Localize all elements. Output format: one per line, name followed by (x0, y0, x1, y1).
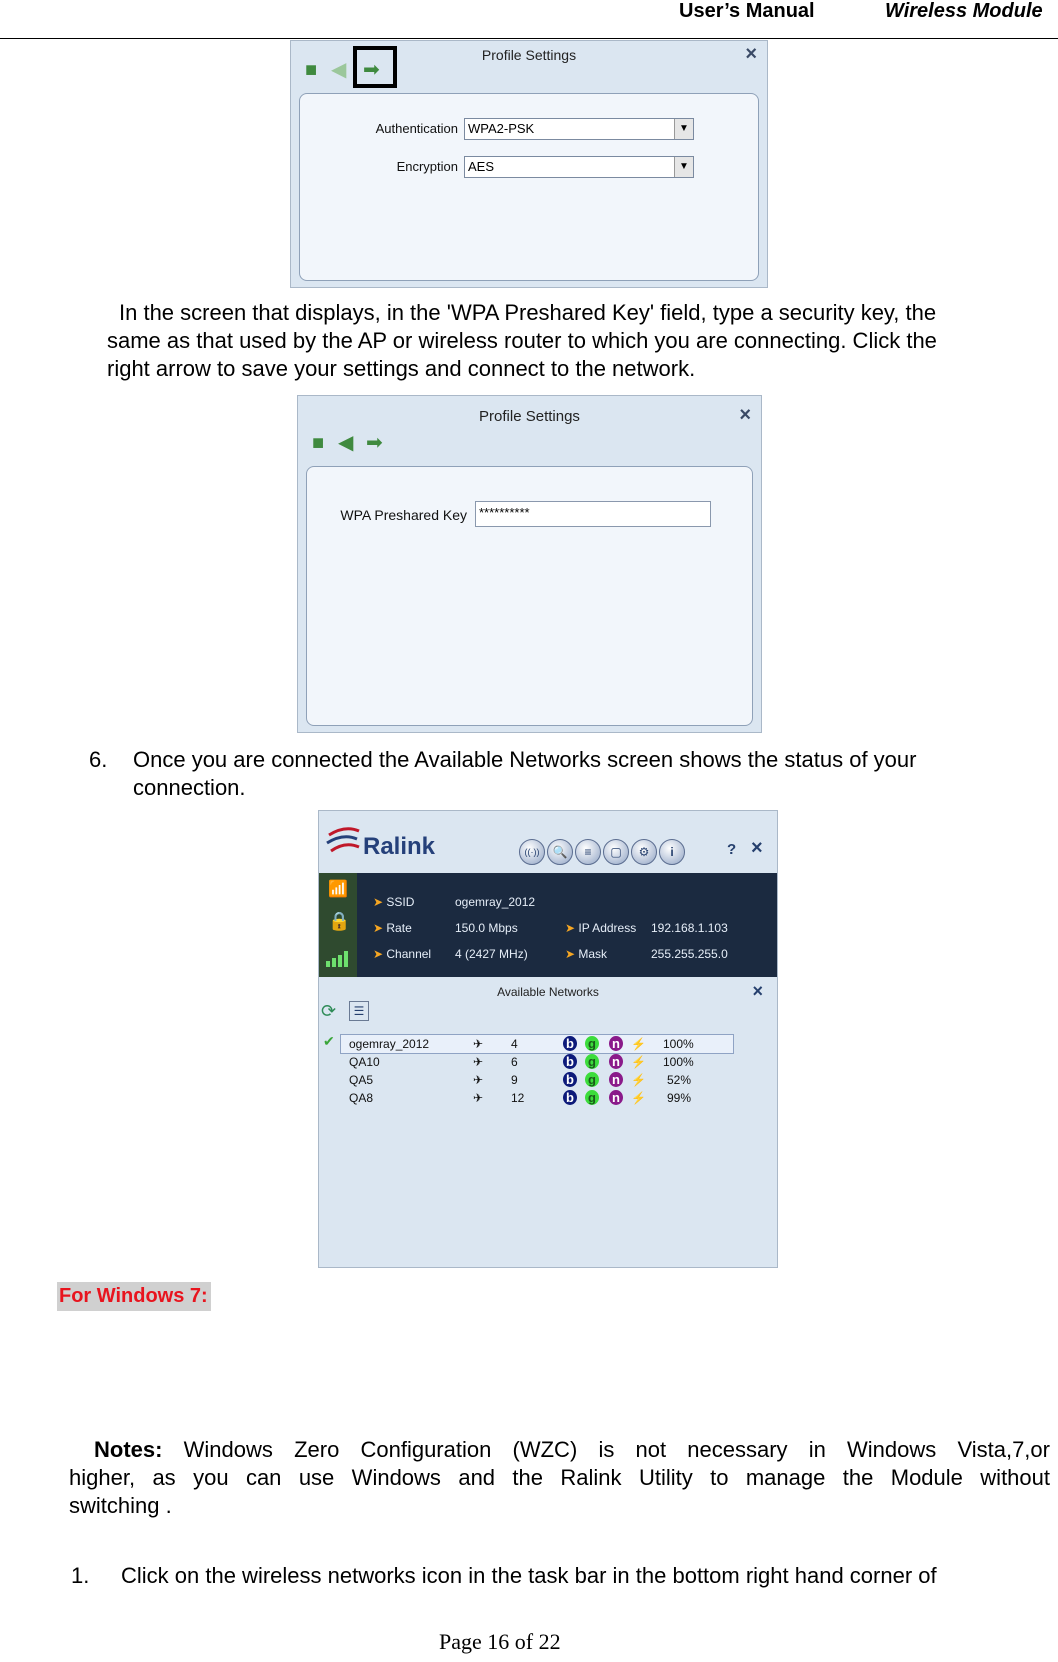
connected-check-icon: ✔ (323, 1033, 335, 1049)
signal-bars-icon (324, 947, 352, 967)
mask-label: Mask (578, 947, 608, 961)
mode-g-badge: g (585, 1072, 599, 1087)
network-ssid: QA5 (349, 1073, 374, 1087)
profile-settings-window-1 (290, 40, 768, 288)
network-ssid: QA10 (349, 1055, 380, 1069)
header-module: Wireless Module (885, 0, 1043, 22)
lock-icon: 🔒 (328, 911, 351, 931)
instruction-paragraph (107, 299, 1052, 383)
network-type-icon: ✈ (473, 1055, 484, 1069)
help-icon[interactable]: ? (727, 841, 737, 858)
security-icon: ⚡ (631, 1037, 646, 1051)
encryption-select[interactable] (464, 156, 694, 178)
info-icon[interactable]: i (659, 839, 685, 865)
back-arrow-icon[interactable]: ◀ (338, 432, 354, 454)
preshared-key-input[interactable]: ********** (475, 501, 711, 527)
page-header (0, 0, 1058, 39)
step-1-text: Click on the wireless networks icon in the task bar in the bottom right hand corner of (121, 1563, 937, 1588)
available-networks-panel (319, 977, 777, 1267)
mode-b-badge: b (563, 1072, 577, 1087)
preshared-key-label: WPA Preshared Key (340, 507, 467, 523)
security-icon: ⚡ (631, 1091, 646, 1105)
ralink-logo: Ralink (363, 833, 436, 860)
ralink-logo-mark (325, 825, 363, 855)
network-signal: 100% (663, 1055, 694, 1069)
mode-n-badge: n (609, 1036, 623, 1051)
ssid-row: ➤ SSID (373, 895, 415, 909)
profile-icon[interactable]: ((·)) (519, 839, 545, 865)
stop-icon[interactable]: ■ (305, 59, 318, 81)
authentication-label: Authentication (375, 121, 458, 136)
notes-label: Notes: (94, 1437, 163, 1462)
mode-n-badge: n (609, 1072, 623, 1087)
mode-b-badge: b (563, 1090, 577, 1105)
notes-line-3: switching . (69, 1493, 172, 1518)
close-icon[interactable]: × (752, 981, 763, 1001)
encryption-value: AES (468, 159, 495, 174)
mode-b-badge: b (563, 1036, 577, 1051)
page-number: Page 16 of 22 (439, 1629, 561, 1654)
mask-value: 255.255.255.0 (651, 947, 728, 961)
status-sidebar (319, 873, 357, 977)
close-icon[interactable]: × (751, 837, 763, 859)
network-list (341, 1035, 733, 1107)
mode-g-badge: g (585, 1036, 599, 1051)
notes-line-2: higher, as you can use Windows and the Ralink Utility to manage the Module without (69, 1465, 1050, 1490)
network-type-icon: ✈ (473, 1073, 484, 1087)
forward-arrow-highlight (353, 46, 397, 88)
security-icon: ⚡ (631, 1055, 646, 1069)
refresh-icon[interactable]: ⟳ (321, 1001, 337, 1021)
network-type-icon: ✈ (473, 1037, 484, 1051)
network-row[interactable] (341, 1035, 733, 1053)
antenna-icon: 📶 (328, 881, 348, 898)
network-ssid: ogemray_2012 (349, 1037, 430, 1051)
notes-text-1: Windows Zero Configuration (WZC) is not necessary in Windows Vista,7,or (183, 1437, 1050, 1462)
mask-row: ➤ Mask (565, 947, 608, 961)
list-view-icon[interactable]: ☰ (349, 1001, 369, 1021)
profile-settings-window-2 (297, 395, 762, 733)
ralink-utility-window (318, 810, 778, 1268)
profile-form-panel (299, 93, 759, 281)
notes-line-1 (69, 1436, 1050, 1464)
ssid-value: ogemray_2012 (455, 895, 536, 909)
forward-arrow-icon[interactable]: ➡ (363, 59, 380, 81)
step-1 (71, 1562, 1051, 1590)
connection-status-panel (319, 873, 777, 977)
mode-g-badge: g (585, 1090, 599, 1105)
instruction-line-3: right arrow to save your settings and connect to the network. (107, 356, 696, 381)
windows-7-heading: For Windows 7: (57, 1282, 211, 1311)
window-title: Profile Settings (481, 47, 577, 63)
instruction-line-1: In the screen that displays, in the 'WPA Preshared Key' field, type a security key, the (119, 300, 937, 325)
networks-title: Available Networks (497, 985, 599, 999)
network-channel: 12 (511, 1091, 525, 1105)
ip-value: 192.168.1.103 (651, 921, 728, 935)
chevron-down-icon[interactable]: ▼ (674, 119, 693, 139)
network-channel: 4 (511, 1037, 518, 1051)
network-ssid: QA8 (349, 1091, 374, 1105)
header-manual: User’s Manual (679, 0, 815, 22)
rate-row: ➤ Rate (373, 921, 412, 935)
network-row[interactable] (341, 1053, 733, 1071)
back-arrow-icon[interactable]: ◀ (331, 59, 347, 81)
step-1-number: 1. (71, 1563, 90, 1588)
mode-g-badge: g (585, 1054, 599, 1069)
authentication-value: WPA2-PSK (468, 121, 535, 136)
list-icon[interactable]: ≡ (575, 839, 601, 865)
network-channel: 6 (511, 1055, 518, 1069)
rate-label: Rate (386, 921, 412, 935)
mode-b-badge: b (563, 1054, 577, 1069)
network-channel: 9 (511, 1073, 518, 1087)
channel-row: ➤ Channel (373, 947, 432, 961)
step-6-line-2: connection. (133, 775, 246, 800)
instruction-line-2: same as that used by the AP or wireless router to which you are connecting. Click the (107, 328, 937, 353)
mode-n-badge: n (609, 1090, 623, 1105)
security-icon: ⚡ (631, 1073, 646, 1087)
authentication-select[interactable] (464, 118, 694, 140)
rate-value: 150.0 Mbps (455, 921, 518, 935)
statistics-icon[interactable]: ▢ (603, 839, 629, 865)
network-row[interactable] (341, 1071, 733, 1089)
forward-arrow-icon[interactable]: ➡ (366, 432, 383, 454)
preshared-key-panel (306, 466, 753, 726)
step-6 (89, 746, 1049, 802)
network-type-icon: ✈ (473, 1091, 484, 1105)
close-icon[interactable]: × (739, 404, 751, 426)
mode-n-badge: n (609, 1054, 623, 1069)
ssid-label: SSID (386, 895, 415, 909)
network-row[interactable] (341, 1089, 733, 1107)
channel-value: 4 (2427 MHz) (455, 947, 528, 961)
network-signal: 99% (667, 1091, 692, 1105)
notes-paragraph (69, 1436, 1050, 1520)
chevron-down-icon[interactable]: ▼ (674, 157, 693, 177)
ip-label: IP Address (578, 921, 637, 935)
step-6-number: 6. (89, 747, 108, 772)
window-title: Profile Settings (479, 408, 580, 425)
step-6-line-1: Once you are connected the Available Networks screen shows the status of your (133, 747, 917, 772)
network-signal: 52% (667, 1073, 692, 1087)
network-signal: 100% (663, 1037, 694, 1051)
gear-icon[interactable]: ⚙ (631, 839, 657, 865)
encryption-label: Encryption (396, 159, 458, 174)
stop-icon[interactable]: ■ (312, 432, 325, 454)
close-icon[interactable]: × (745, 43, 757, 65)
ip-row: ➤ IP Address (565, 921, 637, 935)
channel-label: Channel (386, 947, 432, 961)
search-icon[interactable]: 🔍 (547, 839, 573, 865)
